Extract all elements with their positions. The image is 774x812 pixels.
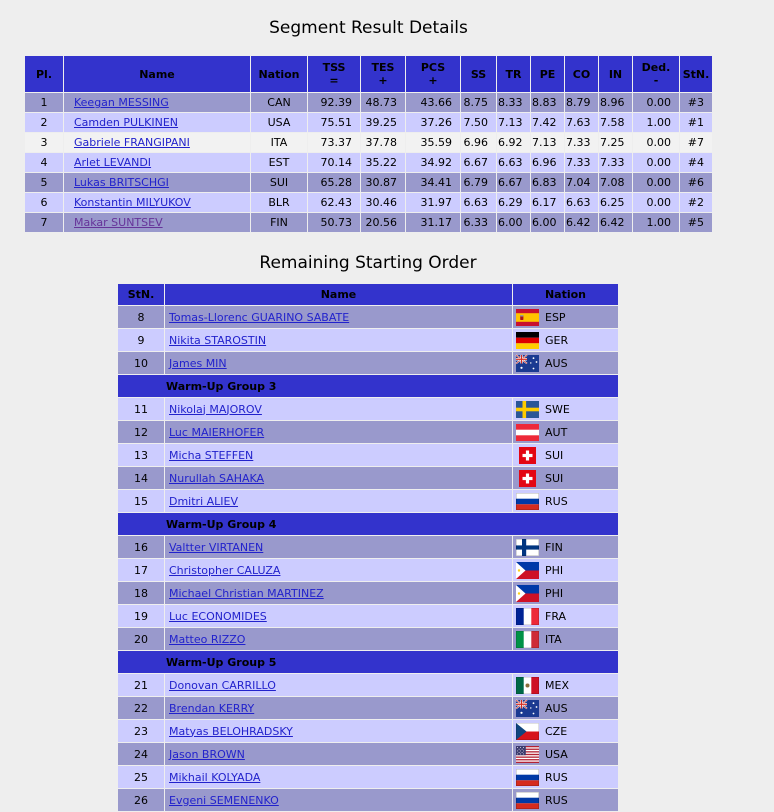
starting-order-row — [118, 398, 618, 420]
skater-link[interactable]: Donovan CARRILLO — [169, 678, 276, 692]
skater-link[interactable]: Mikhail KOLYADA — [169, 770, 261, 784]
cell-stn: 24 — [118, 743, 164, 765]
cell-pe: 6.17 — [531, 193, 564, 212]
cell-stn: 26 — [118, 789, 164, 811]
skater-link[interactable]: Micha STEFFEN — [169, 448, 254, 462]
starting-order-row — [118, 628, 618, 650]
col-header-pe: PE — [531, 56, 564, 92]
starting-order-header-row — [118, 284, 618, 305]
warmup-group-row — [118, 651, 618, 673]
cell-ded: 0.00 — [633, 153, 679, 172]
cell-name — [64, 193, 250, 212]
nation-code: MEX — [545, 678, 569, 692]
skater-link[interactable]: Dmitri ALIEV — [169, 494, 239, 508]
skater-link[interactable]: Jason BROWN — [169, 747, 245, 761]
cell-stn: 16 — [118, 536, 164, 558]
flag-rus-icon — [516, 493, 539, 510]
cell-co: 7.33 — [565, 153, 598, 172]
cell-nation — [513, 789, 618, 811]
skater-link[interactable]: Tomas-Llorenc GUARINO SABATE — [169, 310, 350, 324]
flag-rus-icon — [516, 769, 539, 786]
col-header-stn: StN. — [118, 284, 164, 305]
cell-name — [165, 743, 512, 765]
cell-ded: 0.00 — [633, 93, 679, 112]
cell-stn: 18 — [118, 582, 164, 604]
cell-tes: 30.46 — [361, 193, 405, 212]
cell-ded: 0.00 — [633, 133, 679, 152]
warmup-group-label: Warm-Up Group 5 — [118, 651, 618, 673]
cell-stn: #5 — [680, 213, 712, 232]
flag-rus-icon — [516, 792, 539, 809]
starting-order-row — [118, 766, 618, 788]
cell-pl: 6 — [25, 193, 63, 212]
cell-stn: #4 — [680, 153, 712, 172]
nation-code: ESP — [545, 310, 566, 324]
nation-wrap — [514, 309, 617, 326]
flag-aus-icon — [516, 700, 539, 717]
flag-aut-icon — [516, 424, 539, 441]
cell-co: 7.63 — [565, 113, 598, 132]
cell-name — [165, 674, 512, 696]
cell-stn: #2 — [680, 193, 712, 212]
nation-code: FIN — [545, 540, 563, 554]
cell-tss: 65.28 — [308, 173, 360, 192]
starting-order-row — [118, 352, 618, 374]
cell-nation: SUI — [251, 173, 307, 192]
cell-stn: 10 — [118, 352, 164, 374]
cell-nation — [513, 352, 618, 374]
cell-tr: 6.92 — [497, 133, 530, 152]
flag-sui-icon — [516, 470, 539, 487]
result-row — [25, 93, 712, 112]
cell-tss: 62.43 — [308, 193, 360, 212]
nation-code: SWE — [545, 402, 570, 416]
cell-nation — [513, 697, 618, 719]
result-row — [25, 213, 712, 232]
cell-tes: 37.78 — [361, 133, 405, 152]
cell-ded: 1.00 — [633, 113, 679, 132]
cell-name — [165, 766, 512, 788]
col-header-tr: TR — [497, 56, 530, 92]
flag-phi-icon — [516, 562, 539, 579]
starting-order-row — [118, 444, 618, 466]
col-header-tss: TSS = — [308, 56, 360, 92]
cell-pl: 5 — [25, 173, 63, 192]
starting-order-row — [118, 720, 618, 742]
nation-code: GER — [545, 333, 569, 347]
cell-nation: ITA — [251, 133, 307, 152]
nation-wrap — [514, 792, 617, 809]
cell-pe: 6.96 — [531, 153, 564, 172]
cell-stn: 14 — [118, 467, 164, 489]
cell-pcs: 31.17 — [406, 213, 460, 232]
cell-tes: 30.87 — [361, 173, 405, 192]
starting-order-row — [118, 421, 618, 443]
cell-tes: 39.25 — [361, 113, 405, 132]
cell-nation — [513, 329, 618, 351]
cell-pcs: 35.59 — [406, 133, 460, 152]
warmup-group-row — [118, 375, 618, 397]
cell-nation — [513, 582, 618, 604]
skater-link[interactable]: Camden PULKINEN — [74, 116, 179, 129]
skater-link[interactable]: Konstantin MILYUKOV — [74, 196, 191, 209]
segment-result-table — [24, 55, 713, 233]
cell-name — [165, 559, 512, 581]
flag-fra-icon — [516, 608, 539, 625]
result-row — [25, 193, 712, 212]
cell-tr: 8.33 — [497, 93, 530, 112]
nation-code: SUI — [545, 448, 564, 462]
cell-name — [165, 329, 512, 351]
cell-co: 8.79 — [565, 93, 598, 112]
cell-ded: 1.00 — [633, 213, 679, 232]
cell-tes: 48.73 — [361, 93, 405, 112]
cell-nation — [513, 398, 618, 420]
nation-wrap — [514, 424, 617, 441]
nation-code: RUS — [545, 770, 568, 784]
cell-nation — [513, 766, 618, 788]
nation-code: AUS — [545, 356, 568, 370]
cell-stn: 20 — [118, 628, 164, 650]
cell-tes: 20.56 — [361, 213, 405, 232]
cell-pe: 7.42 — [531, 113, 564, 132]
nation-wrap — [514, 700, 617, 717]
starting-order-row — [118, 490, 618, 512]
cell-stn: 21 — [118, 674, 164, 696]
nation-wrap — [514, 355, 617, 372]
cell-nation — [513, 674, 618, 696]
nation-wrap — [514, 631, 617, 648]
cell-pcs: 37.26 — [406, 113, 460, 132]
nation-wrap — [514, 585, 617, 602]
cell-name — [165, 789, 512, 811]
warmup-group-label: Warm-Up Group 4 — [118, 513, 618, 535]
cell-ss: 6.96 — [461, 133, 496, 152]
col-header-nation: Nation — [251, 56, 307, 92]
warmup-group-row — [118, 513, 618, 535]
col-header-nation: Nation — [513, 284, 618, 305]
starting-order-row — [118, 559, 618, 581]
cell-nation — [513, 421, 618, 443]
cell-stn: 17 — [118, 559, 164, 581]
nation-wrap — [514, 562, 617, 579]
results-page — [0, 16, 774, 807]
cell-tes: 35.22 — [361, 153, 405, 172]
cell-pl: 1 — [25, 93, 63, 112]
starting-order-row — [118, 743, 618, 765]
nation-code: RUS — [545, 793, 568, 807]
skater-link[interactable]: Gabriele FRANGIPANI — [74, 136, 190, 149]
skater-link[interactable]: Nikolaj MAJOROV — [169, 402, 262, 416]
cell-stn: #6 — [680, 173, 712, 192]
nation-code: ITA — [545, 632, 562, 646]
remaining-starting-order-title: Remaining Starting Order — [259, 253, 477, 273]
skater-link[interactable]: Lukas BRITSCHGI — [74, 176, 169, 189]
cell-nation — [513, 490, 618, 512]
cell-in: 7.08 — [599, 173, 632, 192]
nation-wrap — [514, 470, 617, 487]
cell-name — [165, 467, 512, 489]
cell-name — [64, 153, 250, 172]
cell-ded: 0.00 — [633, 193, 679, 212]
cell-stn: 13 — [118, 444, 164, 466]
skater-link[interactable]: Valtter VIRTANEN — [169, 540, 264, 554]
cell-stn: #3 — [680, 93, 712, 112]
nation-wrap — [514, 723, 617, 740]
warmup-group-label: Warm-Up Group 3 — [118, 375, 618, 397]
col-header-tes: TES + — [361, 56, 405, 92]
cell-nation — [513, 536, 618, 558]
nation-code: RUS — [545, 494, 568, 508]
cell-name — [165, 490, 512, 512]
flag-swe-icon — [516, 401, 539, 418]
cell-tss: 92.39 — [308, 93, 360, 112]
cell-name — [165, 720, 512, 742]
cell-co: 7.33 — [565, 133, 598, 152]
skater-link[interactable]: Brendan KERRY — [169, 701, 255, 715]
cell-name — [64, 173, 250, 192]
cell-co: 7.04 — [565, 173, 598, 192]
flag-cze-icon — [516, 723, 539, 740]
flag-sui-icon — [516, 447, 539, 464]
flag-fin-icon — [516, 539, 539, 556]
skater-link[interactable]: Matyas BELOHRADSKY — [169, 724, 293, 738]
cell-pl: 4 — [25, 153, 63, 172]
starting-order-row — [118, 329, 618, 351]
starting-order-row — [118, 697, 618, 719]
cell-co: 6.42 — [565, 213, 598, 232]
flag-usa-icon — [516, 746, 539, 763]
cell-pcs: 31.97 — [406, 193, 460, 212]
cell-ss: 6.79 — [461, 173, 496, 192]
nation-wrap — [514, 769, 617, 786]
cell-pcs: 34.92 — [406, 153, 460, 172]
col-header-co: CO — [565, 56, 598, 92]
cell-pl: 2 — [25, 113, 63, 132]
nation-wrap — [514, 746, 617, 763]
cell-name — [165, 628, 512, 650]
cell-stn: 22 — [118, 697, 164, 719]
cell-pe: 6.83 — [531, 173, 564, 192]
cell-in: 6.25 — [599, 193, 632, 212]
nation-code: CZE — [545, 724, 568, 738]
flag-ger-icon — [516, 332, 539, 349]
nation-code: AUS — [545, 701, 568, 715]
cell-ss: 6.63 — [461, 193, 496, 212]
cell-name — [165, 421, 512, 443]
segment-result-details-title: Segment Result Details — [269, 18, 468, 38]
nation-code: PHI — [545, 563, 564, 577]
cell-ss: 6.33 — [461, 213, 496, 232]
cell-name — [64, 113, 250, 132]
cell-nation — [513, 559, 618, 581]
cell-stn: 19 — [118, 605, 164, 627]
cell-name — [165, 582, 512, 604]
nation-wrap — [514, 332, 617, 349]
col-header-ss: SS — [461, 56, 496, 92]
cell-tr: 6.63 — [497, 153, 530, 172]
skater-link[interactable]: Matteo RIZZO — [169, 632, 246, 646]
cell-ss: 6.67 — [461, 153, 496, 172]
cell-stn: 25 — [118, 766, 164, 788]
result-row — [25, 133, 712, 152]
skater-link[interactable]: Nikita STAROSTIN — [169, 333, 267, 347]
cell-nation: CAN — [251, 93, 307, 112]
cell-stn: 8 — [118, 306, 164, 328]
cell-pe: 8.83 — [531, 93, 564, 112]
starting-order-row — [118, 536, 618, 558]
cell-nation: FIN — [251, 213, 307, 232]
skater-link[interactable]: Makar SUNTSEV — [74, 216, 163, 229]
cell-stn: #1 — [680, 113, 712, 132]
cell-co: 6.63 — [565, 193, 598, 212]
nation-code: SUI — [545, 471, 564, 485]
starting-order-table — [117, 283, 619, 812]
col-header-ded: Ded. - — [633, 56, 679, 92]
cell-nation: EST — [251, 153, 307, 172]
cell-stn: #7 — [680, 133, 712, 152]
cell-stn: 11 — [118, 398, 164, 420]
cell-nation — [513, 306, 618, 328]
cell-tss: 75.51 — [308, 113, 360, 132]
col-header-name: Name — [165, 284, 512, 305]
starting-order-row — [118, 467, 618, 489]
skater-link[interactable]: Evgeni SEMENENKO — [169, 793, 279, 807]
cell-name — [64, 133, 250, 152]
nation-code: PHI — [545, 586, 564, 600]
cell-nation — [513, 444, 618, 466]
cell-tss: 73.37 — [308, 133, 360, 152]
nation-wrap — [514, 608, 617, 625]
starting-order-row — [118, 306, 618, 328]
cell-nation — [513, 467, 618, 489]
flag-aus-icon — [516, 355, 539, 372]
cell-nation — [513, 605, 618, 627]
cell-pe: 7.13 — [531, 133, 564, 152]
result-row — [25, 113, 712, 132]
cell-in: 7.58 — [599, 113, 632, 132]
cell-name — [165, 697, 512, 719]
result-row — [25, 153, 712, 172]
cell-nation: BLR — [251, 193, 307, 212]
segment-header-row — [25, 56, 712, 92]
skater-link[interactable]: Keegan MESSING — [74, 96, 169, 109]
flag-mex-icon — [516, 677, 539, 694]
cell-name — [64, 93, 250, 112]
cell-stn: 15 — [118, 490, 164, 512]
skater-link[interactable]: Nurullah SAHAKA — [169, 471, 265, 485]
cell-name — [165, 444, 512, 466]
cell-ss: 7.50 — [461, 113, 496, 132]
col-header-pcs: PCS + — [406, 56, 460, 92]
col-header-stn: StN. — [680, 56, 712, 92]
cell-tr: 6.00 — [497, 213, 530, 232]
cell-stn: 23 — [118, 720, 164, 742]
cell-tr: 7.13 — [497, 113, 530, 132]
cell-tss: 50.73 — [308, 213, 360, 232]
skater-link[interactable]: Luc ECONOMIDES — [169, 609, 267, 623]
cell-in: 6.42 — [599, 213, 632, 232]
cell-tr: 6.67 — [497, 173, 530, 192]
cell-in: 7.25 — [599, 133, 632, 152]
cell-name — [165, 398, 512, 420]
cell-tr: 6.29 — [497, 193, 530, 212]
flag-ita-icon — [516, 631, 539, 648]
starting-order-row — [118, 582, 618, 604]
cell-stn: 12 — [118, 421, 164, 443]
nation-wrap — [514, 401, 617, 418]
cell-ss: 8.75 — [461, 93, 496, 112]
cell-tss: 70.14 — [308, 153, 360, 172]
col-header-name: Name — [64, 56, 250, 92]
cell-name — [64, 213, 250, 232]
nation-wrap — [514, 677, 617, 694]
cell-ded: 0.00 — [633, 173, 679, 192]
skater-link[interactable]: Arlet LEVANDI — [74, 156, 152, 169]
cell-stn: 9 — [118, 329, 164, 351]
starting-order-row — [118, 789, 618, 811]
col-header-in: IN — [599, 56, 632, 92]
cell-in: 8.96 — [599, 93, 632, 112]
skater-link[interactable]: Luc MAIERHOFER — [169, 425, 265, 439]
nation-code: AUT — [545, 425, 568, 439]
cell-nation — [513, 628, 618, 650]
col-header-pl: Pl. — [25, 56, 63, 92]
cell-in: 7.33 — [599, 153, 632, 172]
starting-order-row — [118, 674, 618, 696]
starting-order-row — [118, 605, 618, 627]
flag-esp-icon — [516, 309, 539, 326]
nation-wrap — [514, 539, 617, 556]
nation-wrap — [514, 447, 617, 464]
cell-nation: USA — [251, 113, 307, 132]
cell-name — [165, 306, 512, 328]
skater-link[interactable]: James MIN — [169, 356, 227, 370]
flag-phi-icon — [516, 585, 539, 602]
cell-nation — [513, 743, 618, 765]
cell-name — [165, 352, 512, 374]
result-row — [25, 173, 712, 192]
cell-pcs: 43.66 — [406, 93, 460, 112]
skater-link[interactable]: Christopher CALUZA — [169, 563, 281, 577]
cell-pcs: 34.41 — [406, 173, 460, 192]
cell-pe: 6.00 — [531, 213, 564, 232]
cell-name — [165, 605, 512, 627]
skater-link[interactable]: Michael Christian MARTINEZ — [169, 586, 324, 600]
nation-code: USA — [545, 747, 568, 761]
cell-name — [165, 536, 512, 558]
nation-code: FRA — [545, 609, 567, 623]
cell-pl: 7 — [25, 213, 63, 232]
nation-wrap — [514, 493, 617, 510]
cell-nation — [513, 720, 618, 742]
cell-pl: 3 — [25, 133, 63, 152]
